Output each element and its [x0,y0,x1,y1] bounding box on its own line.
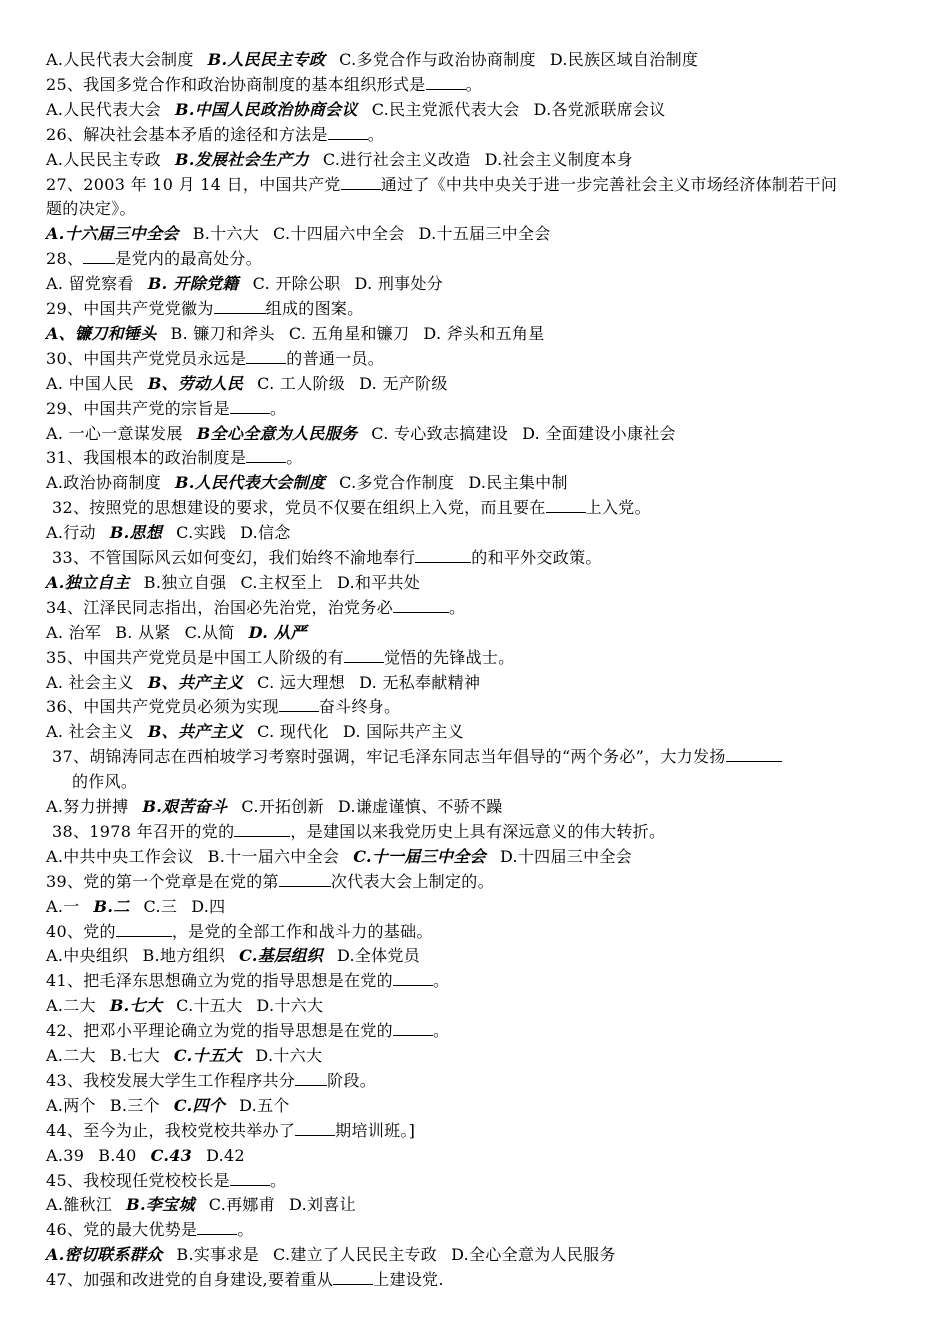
answer-option: A.雒秋江 [46,1195,113,1215]
correct-answer-option: B、劳动人民 [147,373,244,393]
answer-option: D.全体党员 [336,946,421,966]
correct-answer-option: B.人民民主专政 [207,50,326,69]
answer-option: C. 现代化 [257,722,329,742]
answer-option: C.主权至上 [240,572,324,592]
question-text: 30、中国共产党党员永远是 [46,348,247,368]
question-line [46,397,286,421]
answer-options-row [46,994,337,1018]
question-line [52,745,782,769]
answer-option: D.十五届三中全会 [418,224,551,244]
question-text: 37、胡锦涛同志在西柏坡学习考察时强调，牢记毛泽东同志当年倡导的“两个务必”，大力发扬 [52,747,726,767]
question-line [46,1019,449,1043]
answer-options-row [46,795,517,819]
question-text: ，是建国以来我党历史上具有深远意义的伟大转折。 [290,821,666,841]
answer-option: B. 从紧 [115,622,171,642]
answer-option: B. 镰刀和斧头 [170,323,275,343]
question-line [46,73,482,97]
answer-options-row [46,272,457,296]
answer-options-row [46,1144,259,1168]
question-line [52,820,665,844]
question-line [46,1169,286,1193]
correct-answer-option: A、镰刀和锤头 [46,323,157,343]
question-text: 27、2003 年 10 月 14 日，中国共产党 [46,174,341,194]
question-text: 42、把邓小平理论确立为党的指导思想是在党的 [46,1021,393,1041]
answer-option: B.实事求是 [176,1245,260,1265]
correct-answer-option: C.43 [150,1145,193,1165]
fill-in-blank [341,174,381,190]
answer-option: C.三 [143,896,178,916]
question-text: 奋斗终身。 [318,697,401,717]
answer-option: A. 中国人民 [46,373,134,393]
question-text: 41、把毛泽东思想确立为党的指导思想是在党的 [46,971,393,991]
answer-option: A.政治协商制度 [46,473,162,493]
answer-option: B.三个 [109,1095,160,1115]
answer-option: C. 工人阶级 [257,373,346,393]
answer-option: A.二大 [46,1046,96,1065]
answer-option: B.十六大 [192,224,260,244]
fill-in-blank [246,348,286,364]
fill-in-blank [328,124,368,140]
answer-option: C. 五角星和镰刀 [288,323,410,343]
question-line [72,770,137,794]
answer-option: D.四 [191,896,226,916]
question-text: 。 [269,1170,287,1190]
answer-option: A.人民民主专政 [46,149,162,169]
question-text: 。 [237,1220,254,1240]
question-text: 36、中国共产党党员必须为实现 [46,697,279,717]
question-text: 31、我国根本的政治制度是 [46,448,247,468]
fill-in-blank [415,547,471,563]
question-line [52,496,651,520]
answer-option: D. 无产阶级 [359,373,448,393]
fill-in-blank [426,74,466,90]
answer-option: A. 留党察看 [46,274,134,294]
question-line [46,1268,444,1292]
correct-answer-option: C.四个 [173,1095,226,1115]
answer-option: C.从简 [184,622,235,642]
answer-option: C.十五大 [176,996,243,1016]
answer-options-row [46,48,712,72]
correct-answer-option: B全心全意为人民服务 [196,423,358,443]
correct-answer-option: A.密切联系群众 [46,1245,163,1265]
answer-option: C. 远大理想 [257,672,346,692]
question-text: 。 [465,74,482,94]
answer-option: D. 刑事处分 [354,274,444,294]
question-text: 。 [286,448,303,468]
question-line [46,596,465,620]
question-text: 。 [269,398,287,418]
fill-in-blank [546,497,586,513]
answer-option: A.人民代表大会 [46,99,162,119]
question-text: ，是党的全部工作和战斗力的基础。 [171,921,433,941]
fill-in-blank [83,248,115,264]
question-text: 。 [432,971,450,991]
answer-option: A. 社会主义 [46,722,134,742]
question-text: 是党内的最高处分。 [115,249,262,269]
question-text: 32、按照党的思想建设的要求，党员不仅要在组织上入党，而且要在 [52,498,546,518]
fill-in-blank [393,970,433,986]
answer-options-row [46,571,434,595]
answer-options-row [46,671,494,695]
answer-option: B.40 [98,1145,137,1165]
correct-answer-option: B.思想 [109,523,163,543]
correct-answer-option: C.十一届三中全会 [353,846,486,866]
answer-option: C.多党合作与政治协商制度 [339,50,536,69]
answer-option: D.十六大 [255,1046,323,1065]
question-text: 47、加强和改进党的自身建设,要着重从 [46,1270,334,1290]
answer-option: A.行动 [46,523,96,543]
question-line [46,870,494,894]
answer-options-row [46,845,646,869]
answer-option: A.中央组织 [46,946,129,966]
answer-option: A. 治军 [46,622,102,642]
fill-in-blank [726,746,782,762]
answer-option: C.再娜甫 [208,1195,276,1215]
answer-options-row [46,98,680,122]
answer-option: A.二大 [46,996,96,1016]
answer-options-row [46,372,462,396]
answer-option: C.实践 [176,523,227,543]
answer-options-row [46,521,305,545]
fill-in-blank [116,921,172,937]
fill-in-blank [234,821,290,837]
answer-option: D.民族区域自治制度 [549,50,699,69]
question-text: 29、中国共产党的宗旨是 [46,398,230,418]
question-text: 期培训班。] [335,1120,416,1140]
question-text: 上入党。 [585,498,651,518]
answer-option: C.多党合作制度 [339,473,455,493]
question-text: 上建设党. [373,1270,444,1290]
question-text: 34、江泽民同志指出，治国必先治党，治党务必 [46,597,393,617]
answer-option: D. 斧头和五角星 [423,323,545,343]
fill-in-blank [197,1219,237,1235]
answer-options-row [46,1193,370,1217]
answer-option: A. 一心一意谋发展 [46,423,183,443]
correct-answer-option: A.十六届三中全会 [46,224,179,244]
question-line [52,546,602,570]
correct-answer-option: B、共产主义 [147,672,244,692]
answer-options-row [46,1243,630,1267]
correct-answer-option: C.基层组织 [239,946,323,966]
question-text: 46、党的最大优势是 [46,1220,198,1240]
question-text: 25、我国多党合作和政治协商制度的基本组织形式是 [46,74,426,94]
correct-answer-option: D. 从严 [248,622,307,642]
question-line [46,347,384,371]
question-line [46,1218,254,1242]
correct-answer-option: B.中国人民政治协商会议 [175,99,358,119]
question-line [46,920,433,944]
correct-answer-option: B.人民代表大会制度 [175,473,326,493]
question-line [46,1069,376,1093]
question-text: 阶段。 [327,1070,377,1090]
answer-option: A.中共中央工作会议 [46,846,194,866]
answer-options-row [46,422,690,446]
answer-option: D.五个 [239,1095,290,1115]
answer-option: D.和平共处 [337,572,421,592]
fill-in-blank [393,597,449,613]
fill-in-blank [393,1020,433,1036]
answer-option: A.一 [46,896,80,916]
fill-in-blank [279,696,319,712]
question-text: 38、1978 年召开的党的 [52,821,235,841]
correct-answer-option: A.独立自主 [46,572,130,592]
question-line [46,446,303,470]
answer-option: C. 专心致志搞建设 [371,423,509,443]
question-text: 。 [432,1021,450,1041]
answer-option: B.七大 [109,1046,160,1065]
question-line [46,297,363,321]
question-line [46,173,837,197]
answer-option: D.全心全意为人民服务 [451,1245,616,1265]
fill-in-blank [344,647,384,663]
answer-option: A.人民代表大会制度 [46,50,194,69]
answer-option: D. 无私奉献精神 [359,672,481,692]
correct-answer-option: C.十五大 [173,1046,242,1065]
question-line [46,646,514,670]
answer-option: C.进行社会主义改造 [322,149,471,169]
question-text: 44、至今为止，我校党校共举办了 [46,1120,296,1140]
answer-option: D.十四届三中全会 [499,846,632,866]
question-line [46,197,136,221]
correct-answer-option: B、共产主义 [147,722,244,742]
question-text: 29、中国共产党党徽为 [46,299,214,318]
answer-option: D.十六大 [256,996,324,1016]
fill-in-blank [295,1070,327,1086]
question-text: 40、党的 [46,921,116,941]
answer-option: D.社会主义制度本身 [484,149,633,169]
answer-options-row [46,322,559,346]
answer-option: D.信念 [240,523,291,543]
answer-options-row [46,895,239,919]
answer-option: C.民主党派代表大会 [371,99,520,119]
answer-option: D.谦虚谨慎、不骄不躁 [337,797,503,816]
answer-option: C.十四届六中全会 [273,224,405,244]
correct-answer-option: B.发展社会生产力 [175,149,309,169]
question-text: 。 [448,597,466,617]
question-text: 题的决定》。 [46,199,136,219]
question-text: 的和平外交政策。 [471,548,602,567]
answer-option: A. 社会主义 [46,672,134,692]
answer-options-row [46,1094,304,1118]
answer-options-row [46,944,434,968]
correct-answer-option: B. 开除党籍 [147,274,239,294]
answer-option: D.刘喜让 [289,1195,356,1215]
answer-option: D.42 [206,1145,246,1165]
question-text: 的普通一员。 [286,348,385,368]
question-text: 39、党的第一个党章是在党的第 [46,871,279,891]
answer-option: A.努力拼搏 [46,797,129,816]
question-line [46,695,400,719]
answer-option: D.各党派联席会议 [533,99,666,119]
answer-option: A.两个 [46,1095,96,1115]
question-text: 43、我校发展大学生工作程序共分 [46,1070,296,1090]
fill-in-blank [279,871,331,887]
question-text: 45、我校现任党校校长是 [46,1170,230,1190]
answer-option: C.开拓创新 [241,797,324,816]
question-text: 次代表大会上制定的。 [330,871,494,891]
answer-option: B.独立自强 [143,572,227,592]
question-text: 28、 [46,249,84,269]
fill-in-blank [333,1269,373,1285]
correct-answer-option: B.二 [93,896,130,916]
question-text: 。 [367,124,385,144]
correct-answer-option: B.七大 [109,996,163,1016]
question-line [46,123,384,147]
answer-option: D. 国际共产主义 [342,722,464,742]
question-line [46,1119,415,1143]
answer-options-row [46,222,565,246]
question-text: 35、中国共产党党员是中国工人阶级的有 [46,647,345,667]
question-text: 通过了《中共中央关于进一步完善社会主义市场经济体制若干问 [380,174,838,194]
answer-option: C.建立了人民民主专政 [273,1245,438,1265]
fill-in-blank [295,1120,335,1136]
answer-options-row [46,471,582,495]
fill-in-blank [230,398,270,414]
correct-answer-option: B.艰苦奋斗 [142,797,228,816]
fill-in-blank [214,298,266,314]
fill-in-blank [230,1170,270,1186]
answer-options-row [46,720,478,744]
answer-options-row [46,148,647,172]
question-text: 26、解决社会基本矛盾的途径和方法是 [46,124,328,144]
correct-answer-option: B.李宝城 [126,1195,195,1215]
answer-option: A.39 [46,1145,85,1165]
question-text: 觉悟的先锋战士。 [384,647,515,667]
answer-option: C. 开除公职 [252,274,341,294]
fill-in-blank [246,447,286,463]
question-text: 组成的图案。 [265,299,364,318]
answer-options-row [46,621,321,645]
answer-option: D.民主集中制 [468,473,568,493]
question-line [46,247,262,271]
answer-option: D. 全面建设小康社会 [522,423,676,443]
answer-option: B.十一届六中全会 [207,846,340,866]
question-line [46,969,449,993]
answer-option: B.地方组织 [142,946,226,966]
question-text: 的作风。 [72,772,138,792]
question-text: 33、不管国际风云如何变幻，我们始终不渝地奉行 [52,548,416,567]
answer-options-row [46,1044,336,1068]
